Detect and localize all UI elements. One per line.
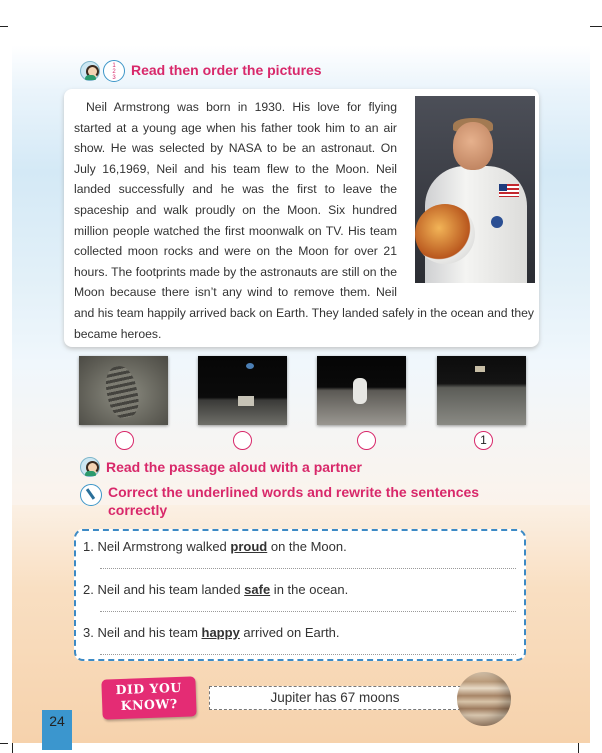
crop-mark (0, 743, 8, 744)
did-you-know-badge (101, 676, 196, 719)
badge-line-2: KNOW? (120, 696, 178, 713)
section-title-correct-words-line2: correctly (108, 502, 168, 518)
pencil-icon (80, 484, 102, 506)
section-title-order-pictures: Read then order the pictures (131, 62, 322, 78)
crop-mark (0, 26, 8, 27)
sentence-text: 3. Neil and his team (83, 625, 202, 640)
exercise-sentence-1 (83, 539, 347, 554)
section-title-read-aloud: Read the passage aloud with a partner (106, 459, 362, 475)
nasa-patch (491, 216, 503, 228)
order-1-2-3-icon: 1 2 3 (103, 60, 125, 82)
order-answer-circle[interactable] (233, 431, 252, 450)
sentence-text: 2. Neil and his team landed (83, 582, 245, 597)
did-you-know-label (101, 679, 196, 714)
flag-patch (499, 184, 519, 197)
did-you-know-fact: Jupiter has 67 moons (209, 686, 461, 710)
answer-line-3[interactable] (100, 654, 516, 655)
photo-detail (453, 122, 493, 170)
answer-line-2[interactable] (100, 611, 516, 612)
exercise-box (74, 529, 526, 661)
passage-text: Neil Armstrong was born in 1930. His love for flying started at a young age when his father took him to an air show. He was selected by NASA to be an astronaut. On July 16,1969, Neil and his team flew to the Moon. Neil landed successfully and he was the first to leave the spaceship and walk proudly on the Moon. Six hundred million people watched the first moonwalk on TV. His team collected moon rocks and were on the Moon for over 21 hours. The footprints made by the astronauts are still on the Moon because there isn’t any wind to remove them. Neil and his team happily arrived back on Earth. They landed safely in the ocean and they became heroes. (74, 100, 534, 341)
picture-spaceship-over-moon (437, 356, 526, 425)
page-number: 24 (49, 713, 65, 729)
sentence-text: on the Moon. (267, 539, 347, 554)
exercise-sentence-3 (83, 625, 340, 640)
section-title-correct-words-line1: Correct the underlined words and rewrite the sentences (108, 484, 480, 500)
order-answer-circle[interactable] (115, 431, 134, 450)
order-answer-circle[interactable] (357, 431, 376, 450)
picture-earth-from-moon (198, 356, 287, 425)
girl-reading-icon (80, 61, 100, 81)
neil-armstrong-portrait (415, 96, 535, 283)
exercise-sentence-2 (83, 582, 348, 597)
answer-line-1[interactable] (100, 568, 516, 569)
girl-reading-icon (80, 457, 100, 477)
page-number-tab (42, 710, 72, 750)
sentence-text: in the ocean. (270, 582, 349, 597)
underlined-word: safe (244, 582, 271, 597)
sentence-text: arrived on Earth. (239, 625, 340, 640)
underlined-word: proud (230, 539, 268, 554)
picture-astronaut-walking-on-moon (317, 356, 406, 425)
badge-line-1: DID YOU (115, 679, 182, 698)
photo-detail (415, 204, 475, 264)
picture-footprint-on-moon (79, 356, 168, 425)
sentence-text: 1. Neil Armstrong walked (83, 539, 231, 554)
jupiter-planet-image (457, 672, 511, 726)
underlined-word: happy (201, 625, 240, 640)
order-answer-circle[interactable]: 1 (474, 431, 493, 450)
